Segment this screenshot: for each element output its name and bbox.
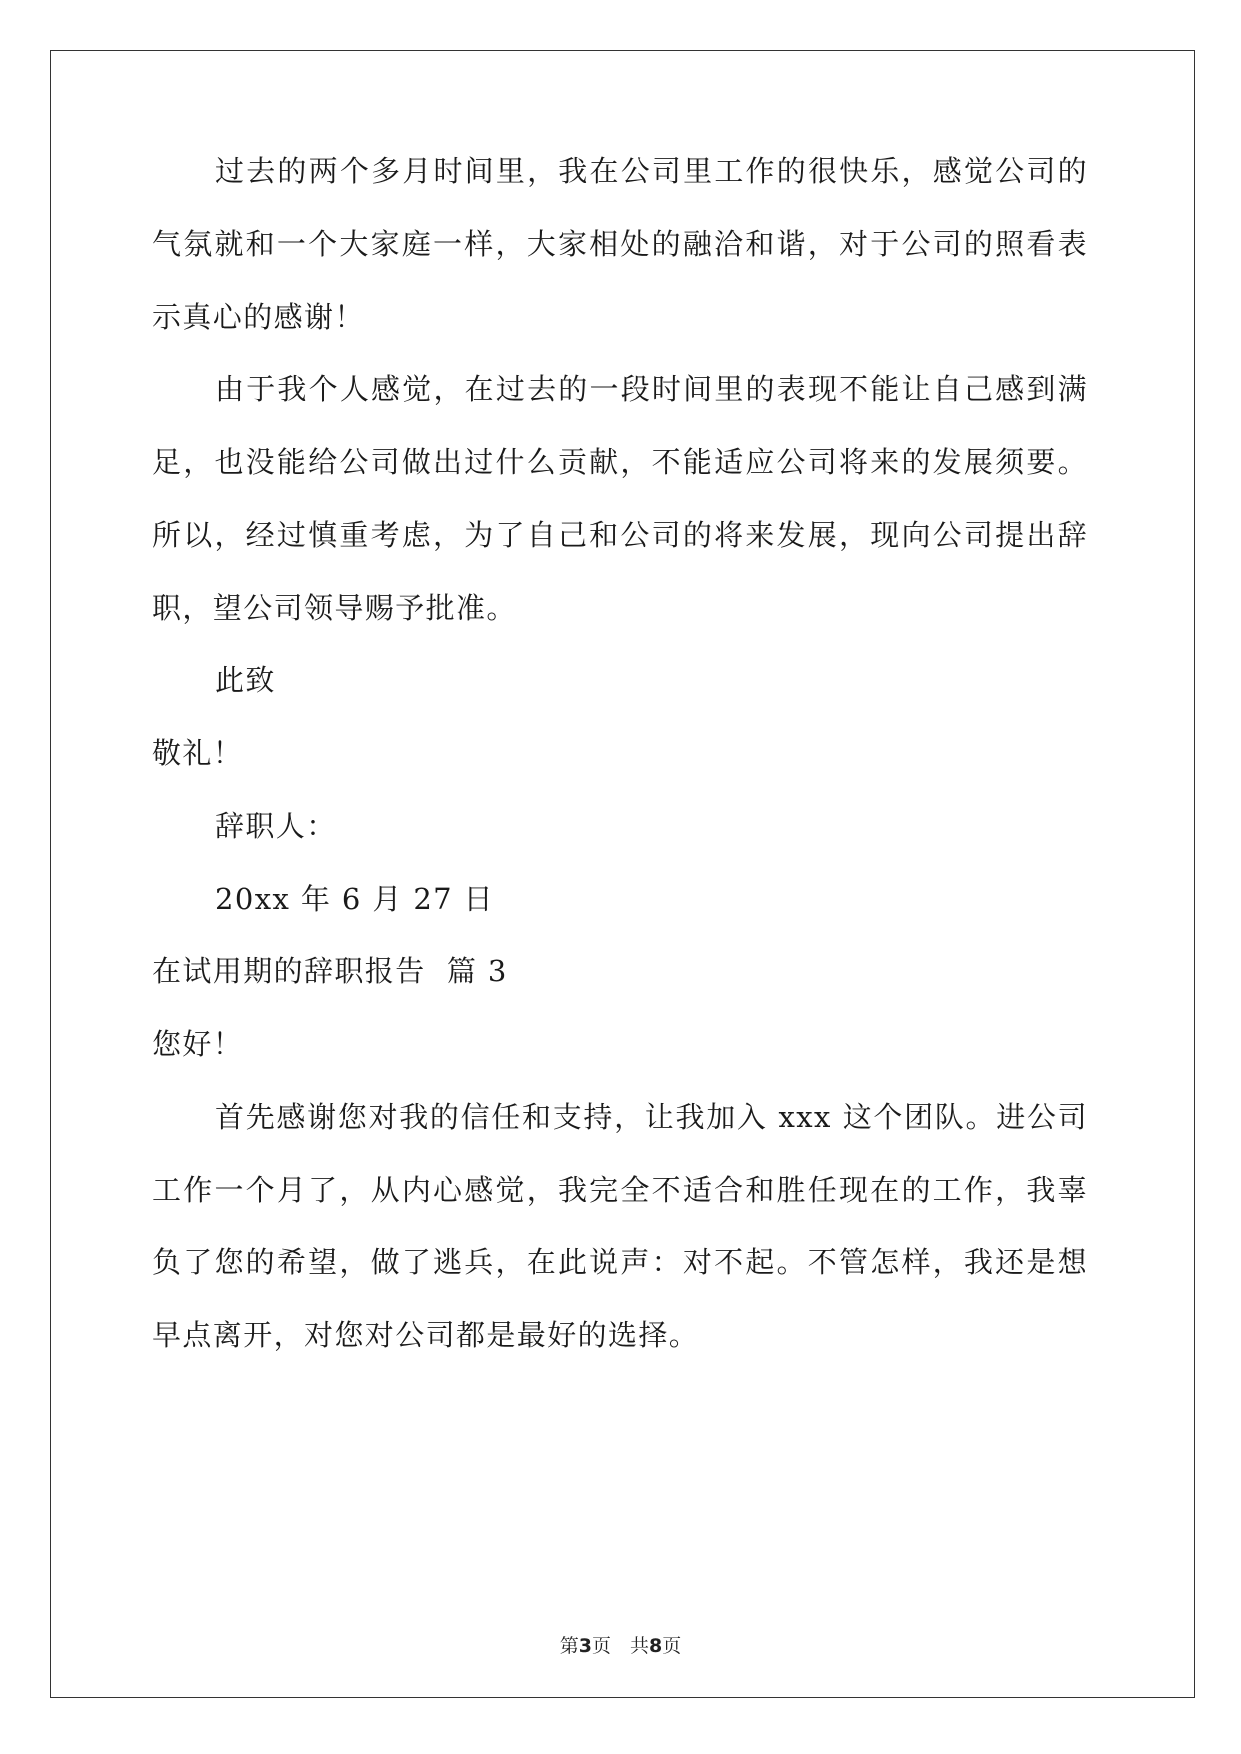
footer-page-number: 3	[578, 1635, 592, 1657]
paragraph-2-line-2: 足，也没能给公司做出过什么贡献，不能适应公司将来的发展须要。	[152, 445, 1088, 479]
paragraph-2-line-3: 所以，经过慎重考虑，为了自己和公司的将来发展，现向公司提出辞	[152, 518, 1088, 552]
paragraph-3-line-1: 首先感谢您对我的信任和支持，让我加入 xxx 这个团队。进公司	[215, 1100, 1088, 1134]
paragraph-1-line-1: 过去的两个多月时间里，我在公司里工作的很快乐，感觉公司的	[215, 154, 1088, 188]
paragraph-1-line-2: 气氛就和一个大家庭一样，大家相处的融洽和谐，对于公司的照看表	[152, 227, 1088, 261]
paragraph-2-line-4: 职，望公司领导赐予批准。	[152, 591, 517, 625]
section-title: 在试用期的辞职报告 篇 3	[152, 954, 508, 988]
footer-prefix: 第	[559, 1635, 579, 1657]
paragraph-3-line-2: 工作一个月了，从内心感觉，我完全不适合和胜任现在的工作，我辜	[152, 1173, 1088, 1207]
page-footer	[0, 1633, 1241, 1659]
closing-regards: 敬礼！	[152, 736, 244, 770]
paragraph-2-line-1: 由于我个人感觉，在过去的一段时间里的表现不能让自己感到满	[215, 372, 1088, 406]
greeting: 您好！	[152, 1027, 244, 1061]
footer-total-pages: 8	[649, 1635, 663, 1657]
closing-salutation: 此致	[215, 663, 276, 697]
signer-label: 辞职人：	[215, 809, 337, 843]
footer-suffix: 页	[662, 1635, 682, 1657]
footer-mid: 页 共	[591, 1635, 649, 1657]
paragraph-3-line-3: 负了您的希望，做了逃兵，在此说声：对不起。不管怎样，我还是想	[152, 1245, 1088, 1279]
paragraph-3-line-4: 早点离开，对您对公司都是最好的选择。	[152, 1318, 700, 1352]
signature-date: 20xx 年 6 月 27 日	[215, 882, 495, 916]
paragraph-1-line-3: 示真心的感谢！	[152, 300, 365, 334]
